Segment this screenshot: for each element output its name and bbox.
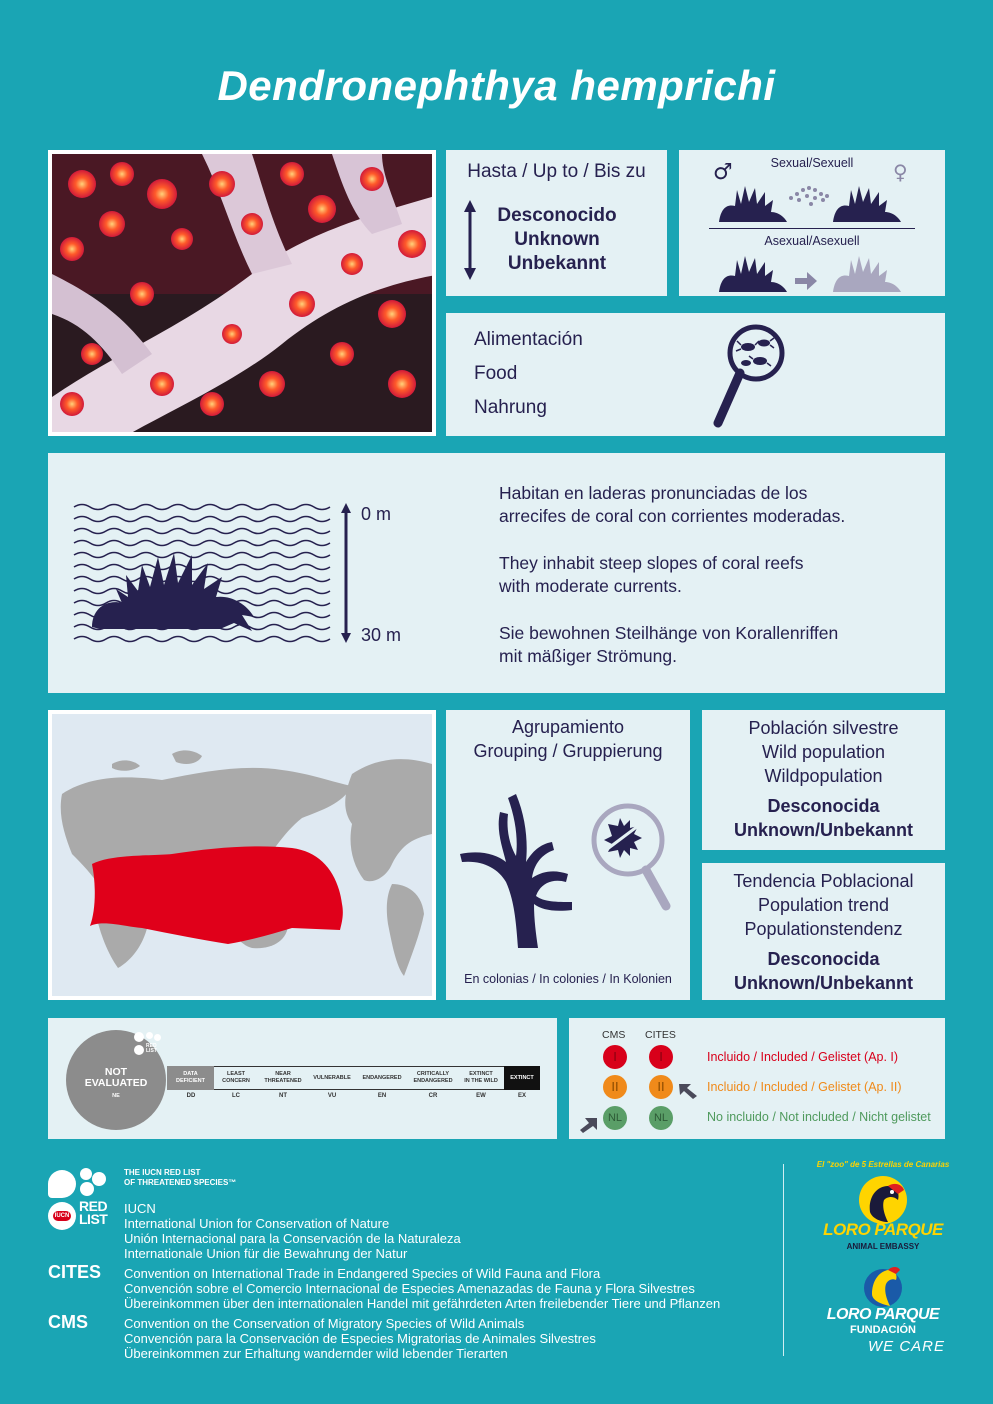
loro-parque-sub: ANIMAL EMBASSY [846,1242,920,1251]
redlist-category-ew: EXTINCT IN THE WILD [458,1066,504,1090]
size-value-en: Unknown [514,229,600,250]
redlist-abbr-ex: EX [517,1093,526,1099]
grouping-caption: En colonias / In colonies / In Kolonien [464,972,672,986]
wild-population-title-en: Wild population [761,742,886,762]
food-label-en: Food [474,363,518,384]
magnifier-plankton-icon [708,321,788,431]
redlist-category-cr: CRITICALLY ENDANGERED [408,1066,458,1090]
parrot-globe-icon [858,1264,908,1308]
cms-appendix-1: I [603,1045,627,1069]
habitat-text-en: They inhabit steep slopes of coral reefs with moderate currents. [499,553,804,596]
cites-arrow-icon [677,1082,699,1100]
cites-cms-panel [569,1018,945,1139]
population-trend-panel [702,863,945,1000]
loro-fundacion-sub: FUNDACIÓN [850,1324,916,1336]
reproduction-divider [709,228,915,229]
grouping-title-2: Grouping / Gruppierung [473,741,663,761]
wild-population-title-es: Población silvestre [748,718,899,738]
male-icon: ♂ [713,160,733,185]
iucn-redlist-heading: THE IUCN RED LIST OF THREATENED SPECIES™ [124,1168,237,1187]
cites-description: Convention on International Trade in Endangered Species of Wild Fauna and Flora Convención sobre el Comercio Internacional de Especies Amenazadas de Fauna y Flora Silvestres Übereinkommen über den internationalen Handel mit gefährdeten Arten freilebender Tiere und Pflanzen [124,1266,721,1311]
cites-appendix-1: I [649,1045,673,1069]
footer-divider [783,1164,784,1356]
species-title: Dendronephthya hemprichi [217,62,776,109]
cites-column-header: CITES [645,1029,676,1041]
grouping-title-1: Agrupamiento [511,717,625,737]
wild-population-value: Desconocida Unknown/Unbekannt [734,796,913,840]
redlist-abbr-dd: DD [186,1093,196,1099]
ocean-coral-icon [70,499,332,649]
cites-not-listed: NL [649,1106,673,1130]
parrot-sun-icon [854,1172,912,1226]
redlist-abbr-en: EN [377,1093,387,1099]
food-label-de: Nahrung [474,397,547,418]
size-panel [446,150,667,296]
population-trend-title-de: Populationstendenz [744,919,903,939]
food-label-es: Alimentación [474,329,583,350]
size-value-es: Desconocido [497,205,617,226]
asexual-reproduction-icon [715,248,911,294]
cites-heading: CITES [48,1262,102,1282]
depth-top: 0 m [361,504,392,524]
size-label: Hasta / Up to / Bis zu [467,161,646,182]
iucn-logo: IUCN RED LIST [48,1168,110,1230]
habitat-text-es: Habitan en laderas pronunciadas de los arrecifes de coral con corrientes moderadas. [499,483,846,526]
redlist-category-lc: LEAST CONCERN [214,1066,258,1090]
cms-arrow-icon [577,1116,599,1134]
wild-population-panel [702,710,945,850]
cms-heading: CMS [48,1312,88,1332]
habitat-text [499,482,929,692]
grouping-panel [446,710,690,1000]
coral-photo [48,150,436,436]
loro-parque-arc-text: El "zoo" de 5 Estrellas de Canarias [816,1160,950,1169]
loro-parque-name: LORO PARQUE [823,1220,943,1239]
wild-population-titles [702,716,945,788]
loro-parque-fundacion-logo [808,1264,958,1360]
cites-appendix-2: II [649,1075,673,1099]
redlist-category-dd: DATA DEFICIENT [167,1066,214,1090]
loro-parque-logo [808,1160,958,1252]
redlist-abbr-cr: CR [428,1093,438,1099]
depth-arrow-icon [338,501,354,645]
food-panel [446,313,945,436]
population-trend-value: Desconocida Unknown/Unbekannt [734,949,913,993]
cms-description: Convention on the Conservation of Migratory Species of Wild Animals Convención para la Conservación de Especies Migratorias de Animales Silvestres Übereinkommen zur Erhaltung wandernder wild lebender Tierarten [124,1316,596,1361]
habitat-text-de: Sie bewohnen Steilhänge von Korallenriffen mit mäßiger Strömung. [499,623,839,666]
redlist-abbr-nt: NT [279,1093,287,1099]
colony-icon [456,790,680,950]
depth-bottom: 30 m [361,625,402,645]
appendix-1-label: Incluido / Included / Gelistet (Ap. I) [707,1050,899,1064]
asexual-label: Asexual/Asexuell [764,234,860,248]
redlist-abbr-lc: LC [232,1093,240,1099]
female-icon: ♀ [893,160,908,184]
redlist-category-en: ENDANGERED [356,1066,408,1090]
size-value-de: Unbekannt [507,253,607,274]
size-values [482,204,632,276]
reproduction-panel [679,150,945,296]
cms-not-listed: NL [603,1106,627,1130]
iucn-description: IUCN International Union for Conservation of Nature Unión Internacional para la Conservación de la Naturaleza Internationale Union für die Bewahrung der Natur [124,1201,461,1261]
sexual-reproduction-icon [715,178,911,224]
redlist-category-ex: EXTINCT [504,1066,540,1090]
distribution-map [48,710,436,1000]
population-trend-title-en: Population trend [757,895,890,915]
loro-fundacion-tag: WE CARE [868,1338,946,1355]
redlist-category-nt: NEAR THREATENED [258,1066,308,1090]
wild-population-title-de: Wildpopulation [764,766,883,786]
sexual-label: Sexual/Sexuell [770,156,854,170]
redlist-logo-icon: RED LIST [134,1032,164,1060]
food-labels [474,323,583,425]
redlist-category-vu: VULNERABLE [308,1066,356,1090]
iucn-badge: IUCN [54,1213,70,1219]
not-listed-label: No incluido / Not included / Nicht gelistet [707,1110,931,1124]
height-arrow-icon [462,198,478,282]
habitat-panel [48,453,945,693]
population-trend-titles [702,869,945,941]
redlist-abbr-ew: EW [476,1093,486,1099]
redlist-status: NOT EVALUATED NE [84,1066,148,1099]
appendix-2-label: Incluido / Included / Gelistet (Ap. II) [707,1080,902,1094]
loro-fundacion-name: LORO PARQUE [826,1306,940,1323]
cms-column-header: CMS [602,1029,626,1041]
redlist-abbr-vu: VU [327,1093,337,1099]
population-trend-title-es: Tendencia Poblacional [733,871,914,891]
cms-appendix-2: II [603,1075,627,1099]
